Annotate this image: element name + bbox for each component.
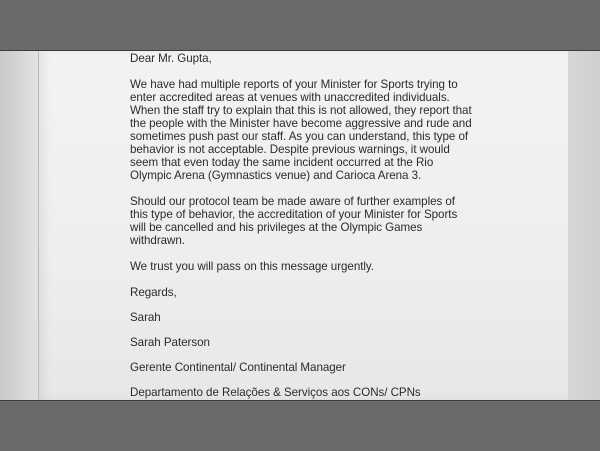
signature: Sarah [130, 311, 161, 324]
paragraph-reports: We have had multiple reports of your Minister for Sports trying to enter accredited areas at venues with unaccredited individuals. When the staff try to explain that this is not allowed, they report that the people with the Minister have become aggressive and rude and sometimes push past our staff. As you can understand, this type of behavior is not acceptable. Despite previous warnings, it would seem that even today the same incident occurred at the Rio Olympic Arena (Gymnastics venue) and Carioca Arena 3. [130, 78, 472, 182]
closing: Regards, [130, 286, 177, 299]
letter-body [130, 52, 475, 436]
left-page-edge [0, 50, 38, 400]
bottom-letterbox-bar [0, 400, 600, 451]
signer-name: Sarah Paterson [130, 336, 210, 349]
top-letterbox-bar [0, 0, 600, 51]
greeting: Dear Mr. Gupta, [130, 52, 212, 65]
department-pt: Departamento de Relações & Serviços aos CONs/ CPNs [130, 386, 421, 399]
signer-title: Gerente Continental/ Continental Manager [130, 361, 346, 374]
paragraph-request: We trust you will pass on this message urgently. [130, 260, 374, 273]
right-page-edge [568, 50, 600, 400]
paragraph-warning: Should our protocol team be made aware of further examples of this type of behavior, the accreditation of your Minister for Sports will be cancelled and his privileges at the Olympic Games withdrawn. [130, 195, 458, 247]
